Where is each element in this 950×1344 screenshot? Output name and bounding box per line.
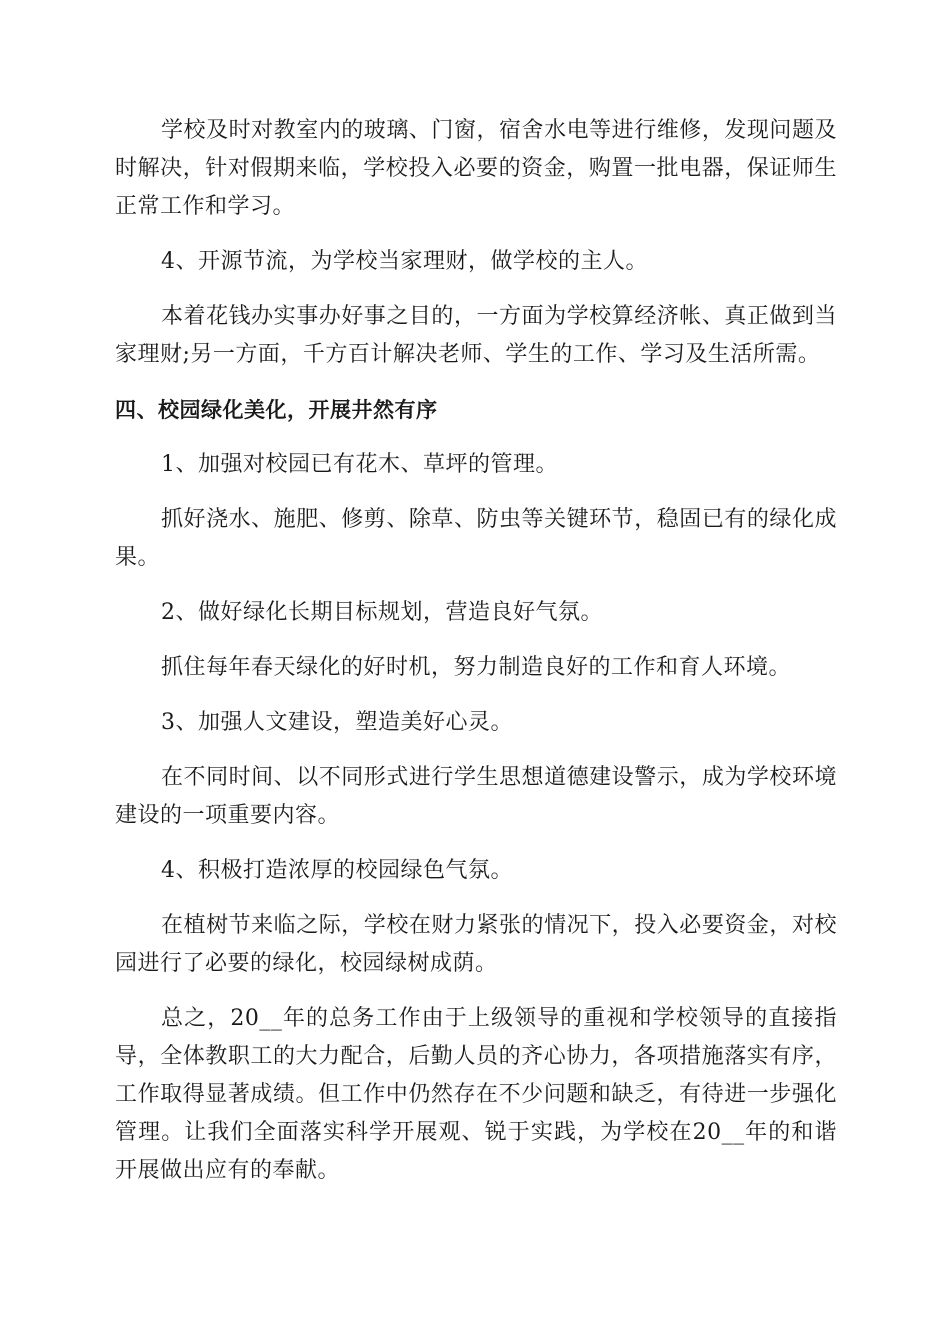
paragraph-item-3-heading: 3、加强人文建设，塑造美好心灵。: [161, 710, 513, 735]
paragraph-finance: 本着花钱办实事办好事之目的，一方面为学校算经济帐、真正做到当家理财;另一方面，千方百计解决老师、学生的工作、学习及生活所需。: [115, 304, 837, 367]
paragraph-item-1-body: 抓好浇水、施肥、修剪、除草、防虫等关键环节，稳固已有的绿化成果。: [115, 507, 837, 570]
paragraph-item-4b-body: 在植树节来临之际，学校在财力紧张的情况下，投入必要资金，对校园进行了必要的绿化，校园绿树成荫。: [115, 913, 837, 976]
document-body: [115, 112, 837, 1207]
paragraph-item-4b-heading: 4、积极打造浓厚的校园绿色气氛。: [161, 858, 513, 883]
section-heading-greening: 四、校园绿化美化，开展井然有序: [115, 398, 438, 422]
paragraph-item-4-heading: 4、开源节流，为学校当家理财，做学校的主人。: [161, 249, 648, 274]
paragraph-item-1-heading: 1、加强对校园已有花木、草坪的管理。: [161, 452, 558, 477]
paragraph-summary: 总之，20__年的总务工作由于上级领导的重视和学校领导的直接指导，全体教职工的大力配合，后勤人员的齐心协力，各项措施落实有序，工作取得显著成绩。但工作中仍然存在不少问题和缺乏，有待进一步强化管理。让我们全面落实科学开展观、锐于实践，为学校在20__年的和谐开展做出应有的奉献。: [115, 1006, 837, 1183]
paragraph-item-2-body: 抓住每年春天绿化的好时机，努力制造良好的工作和育人环境。: [161, 655, 792, 680]
paragraph-item-2-heading: 2、做好绿化长期目标规划，营造良好气氛。: [161, 600, 603, 625]
paragraph-item-3-body: 在不同时间、以不同形式进行学生思想道德建设警示，成为学校环境建设的一项重要内容。: [115, 765, 837, 828]
paragraph-maintenance: 学校及时对教室内的玻璃、门窗，宿舍水电等进行维修，发现问题及时解决，针对假期来临，学校投入必要的资金，购置一批电器，保证师生正常工作和学习。: [115, 118, 837, 219]
